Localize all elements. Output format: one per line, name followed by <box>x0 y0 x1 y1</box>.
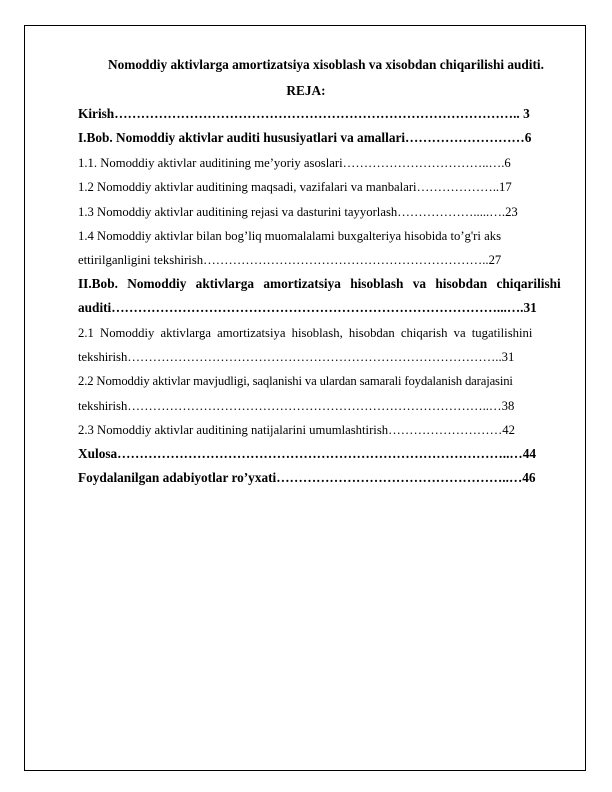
toc-entry-conclusion: Xulosa……………………………………………………………………………..…44 <box>78 446 537 461</box>
toc-entry-1-4-line-2: ettirilganligini tekshirish…………………………………………………………..27 <box>78 253 502 267</box>
toc-entry-2-2-line-2: tekshirish…………………………………………………………………………..…38 <box>78 399 515 413</box>
document-title: Nomoddiy aktivlarga amortizatsiya xisoblash va xisobdan chiqarilishi auditi. <box>108 57 544 72</box>
toc-entry-introduction: Kirish……………………………………………………………………………….. 3 <box>78 106 530 121</box>
toc-entry-1-3: 1.3 Nomoddiy aktivlar auditining rejasi va dasturini tayyorlash……………….....….23 <box>78 205 518 219</box>
toc-entry-1-2: 1.2 Nomoddiy aktivlar auditining maqsadi, vazifalari va manbalari………………..17 <box>78 180 512 194</box>
toc-entry-2-1-line-1: 2.1 Nomoddiy aktivlarga amortizatsiya hisoblash, hisobdan chiqarish va tugatilishini <box>78 326 533 340</box>
toc-entry-references: Foydalanilgan adabiyotlar ro’yxati……………………………………………..…46 <box>78 470 536 485</box>
toc-entry-chapter-2-line-2: auditi……………………………………………………………………………...….31 <box>78 300 537 315</box>
toc-entry-chapter-2-text: II.Bob. Nomoddiy aktivlarga amortizatsiya hisoblash va hisobdan chiqarilishi <box>78 276 561 291</box>
toc-entry-chapter-1: I.Bob. Nomoddiy aktivlar auditi hususiyatlari va amallari………………………6 <box>78 130 532 145</box>
toc-entry-2-1-line-2: tekshirish……………………………………………………………………………..31 <box>78 350 515 364</box>
toc-entry-1-4-line-1: 1.4 Nomoddiy aktivlar bilan bog’liq muomalalami buxgalteriya hisobida to’g'ri aks <box>78 229 502 243</box>
toc-entry-1-1: 1.1. Nomoddiy aktivlar auditining me’yoriy asoslari……………………………..….6 <box>78 156 511 170</box>
toc-entry-2-2-line-1: 2.2 Nomoddiy aktivlar mavjudligi, saqlanishi va ulardan samarali foydalanish darajasini <box>78 374 513 388</box>
toc-entry-chapter-2-line-1 <box>78 275 571 293</box>
toc-entry-2-3: 2.3 Nomoddiy aktivlar auditining natijalarini umumlashtirish………………………42 <box>78 423 515 437</box>
document-subtitle: REJA: <box>286 83 326 98</box>
